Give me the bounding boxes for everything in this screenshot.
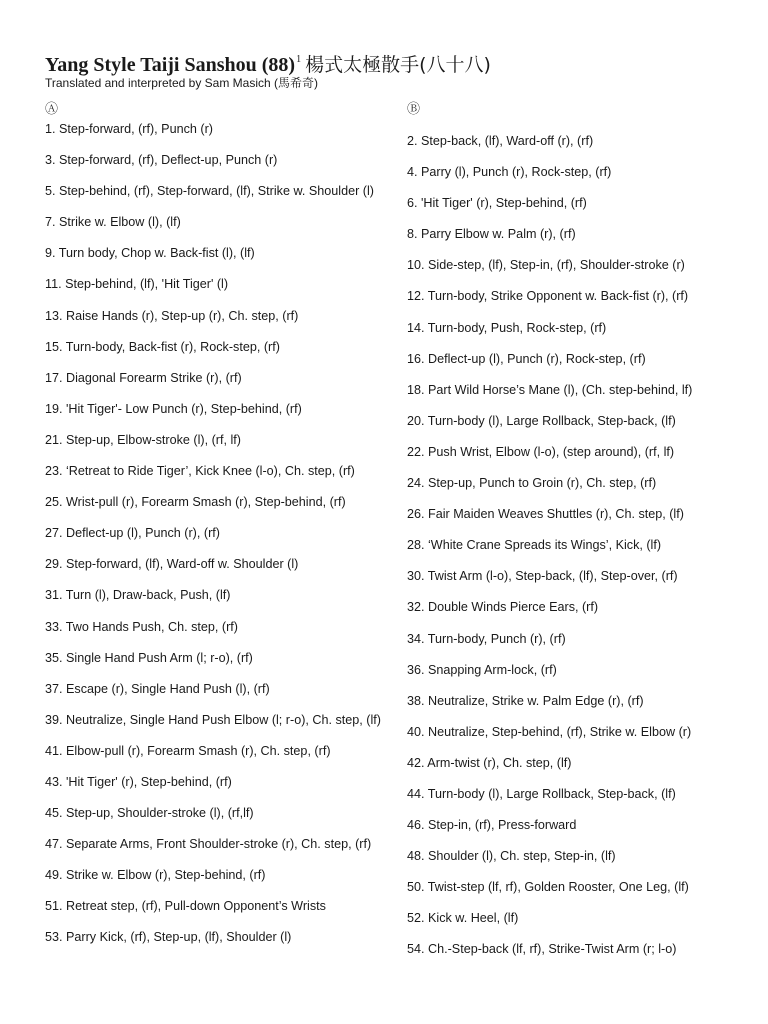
column-b-list-item: 6. 'Hit Tiger' (r), Step-behind, (rf) xyxy=(407,196,587,211)
column-b-list-item: 30. Twist Arm (l-o), Step-back, (lf), Step-over, (rf) xyxy=(407,569,678,584)
column-a-list-item: 15. Turn-body, Back-fist (r), Rock-step, (rf) xyxy=(45,339,280,354)
column-a-list-item: 25. Wrist-pull (r), Forearm Smash (r), Step-behind, (rf) xyxy=(45,495,346,510)
column-b-list-item: 24. Step-up, Punch to Groin (r), Ch. step, (rf) xyxy=(407,476,657,491)
column-a-list-item: 13. Raise Hands (r), Step-up (r), Ch. step, (rf) xyxy=(45,308,299,323)
footnote-marker: 1 xyxy=(296,54,302,65)
column-a-list-item: 43. 'Hit Tiger' (r), Step-behind, (rf) xyxy=(45,774,232,789)
translator-credit: Translated and interpreted by Sam Masich (馬希奇) xyxy=(45,76,318,90)
column-b-list-item: 38. Neutralize, Strike w. Palm Edge (r), (rf) xyxy=(407,693,644,708)
column-b-list-item: 4. Parry (l), Punch (r), Rock-step, (rf) xyxy=(407,165,612,180)
title-chinese: 楊式太極散手(八十八) xyxy=(305,54,491,76)
column-b-list-item: 36. Snapping Arm-lock, (rf) xyxy=(407,662,557,677)
column-b-list-item: 54. Ch.-Step-back (lf, rf), Strike-Twist Arm (r; l-o) xyxy=(407,942,677,957)
column-b-list-item: 2. Step-back, (lf), Ward-off (r), (rf) xyxy=(407,134,594,148)
column-a-list-item: 53. Parry Kick, (rf), Step-up, (lf), Shoulder (l) xyxy=(45,930,292,945)
column-a-list-item: 27. Deflect-up (l), Punch (r), (rf) xyxy=(45,526,220,541)
column-a xyxy=(45,100,381,960)
column-b-list-item: 20. Turn-body (l), Large Rollback, Step-back, (lf) xyxy=(407,413,676,428)
column-b-list xyxy=(407,120,692,972)
column-a-list xyxy=(45,120,381,960)
column-b-list-item: 16. Deflect-up (l), Punch (r), Rock-step, (rf) xyxy=(407,351,646,366)
column-b-list-item: 44. Turn-body (l), Large Rollback, Step-back, (lf) xyxy=(407,786,676,801)
column-b-list-item: 22. Push Wrist, Elbow (l-o), (step around), (rf, lf) xyxy=(407,444,675,459)
column-b-list-item: 18. Part Wild Horse’s Mane (l), (Ch. step-behind, lf) xyxy=(407,382,693,397)
column-a-list-item: 49. Strike w. Elbow (r), Step-behind, (rf) xyxy=(45,868,266,883)
column-a-list-item: 19. 'Hit Tiger'- Low Punch (r), Step-behind, (rf) xyxy=(45,401,302,416)
column-a-list-item: 23. ‘Retreat to Ride Tiger’, Kick Knee (l-o), Ch. step, (rf) xyxy=(45,464,355,479)
title-text: Yang Style Taiji Sanshou (88) xyxy=(45,54,296,76)
column-b-list-item: 40. Neutralize, Step-behind, (rf), Strike w. Elbow (r) xyxy=(407,724,692,739)
column-a-list-item: 31. Turn (l), Draw-back, Push, (lf) xyxy=(45,588,231,603)
column-a-list-item: 21. Step-up, Elbow-stroke (l), (rf, lf) xyxy=(45,432,241,447)
column-a-list-item: 29. Step-forward, (lf), Ward-off w. Shoulder (l) xyxy=(45,557,299,572)
column-b-list-item: 34. Turn-body, Punch (r), (rf) xyxy=(407,631,566,646)
column-b-list-item: 52. Kick w. Heel, (lf) xyxy=(407,911,519,926)
column-b-list-item: 14. Turn-body, Push, Rock-step, (rf) xyxy=(407,320,607,335)
column-b-list-item: 48. Shoulder (l), Ch. step, Step-in, (lf) xyxy=(407,849,616,864)
column-a-list-item: 45. Step-up, Shoulder-stroke (l), (rf,lf) xyxy=(45,806,254,821)
column-a-list-item: 7. Strike w. Elbow (l), (lf) xyxy=(45,215,181,230)
column-a-list-item: 3. Step-forward, (rf), Deflect-up, Punch (r) xyxy=(45,153,278,168)
column-b-list-item: 42. Arm-twist (r), Ch. step, (lf) xyxy=(407,755,572,770)
column-b-list-item: 28. ‘White Crane Spreads its Wings’, Kick, (lf) xyxy=(407,538,662,553)
column-a-list-item: 17. Diagonal Forearm Strike (r), (rf) xyxy=(45,370,242,385)
column-a-list-item: 9. Turn body, Chop w. Back-fist (l), (lf) xyxy=(45,246,255,261)
column-a-list-item: 1. Step-forward, (rf), Punch (r) xyxy=(45,122,213,136)
column-a-list-item: 11. Step-behind, (lf), 'Hit Tiger' (l) xyxy=(45,277,229,292)
column-b-list-item: 10. Side-step, (lf), Step-in, (rf), Shoulder-stroke (r) xyxy=(407,258,685,273)
column-b-list-item: 50. Twist-step (lf, rf), Golden Rooster, One Leg, (lf) xyxy=(407,880,689,895)
column-a-list-item: 39. Neutralize, Single Hand Push Elbow (l; r-o), Ch. step, (lf) xyxy=(45,712,381,727)
column-a-list-item: 37. Escape (r), Single Hand Push (l), (rf) xyxy=(45,681,270,696)
column-a-list-item: 33. Two Hands Push, Ch. step, (rf) xyxy=(45,619,238,634)
column-b-list-item: 32. Double Winds Pierce Ears, (rf) xyxy=(407,600,599,615)
column-b xyxy=(407,100,692,972)
column-a-list-item: 41. Elbow-pull (r), Forearm Smash (r), Ch. step, (rf) xyxy=(45,743,331,758)
column-a-list-item: 35. Single Hand Push Arm (l; r-o), (rf) xyxy=(45,650,253,665)
column-b-list-item: 12. Turn-body, Strike Opponent w. Back-fist (r), (rf) xyxy=(407,289,689,304)
column-b-list-item: 8. Parry Elbow w. Palm (r), (rf) xyxy=(407,227,576,242)
column-a-label: Ⓐ xyxy=(45,102,59,117)
column-a-list-item: 5. Step-behind, (rf), Step-forward, (lf), Strike w. Shoulder (l) xyxy=(45,184,374,199)
column-b-label: Ⓑ xyxy=(407,102,421,117)
column-a-list-item: 47. Separate Arms, Front Shoulder-stroke (r), Ch. step, (rf) xyxy=(45,837,372,852)
column-b-list-item: 46. Step-in, (rf), Press-forward xyxy=(407,818,577,833)
column-a-list-item: 51. Retreat step, (rf), Pull-down Opponent’s Wrists xyxy=(45,899,326,914)
column-b-list-item: 26. Fair Maiden Weaves Shuttles (r), Ch. step, (lf) xyxy=(407,507,684,522)
